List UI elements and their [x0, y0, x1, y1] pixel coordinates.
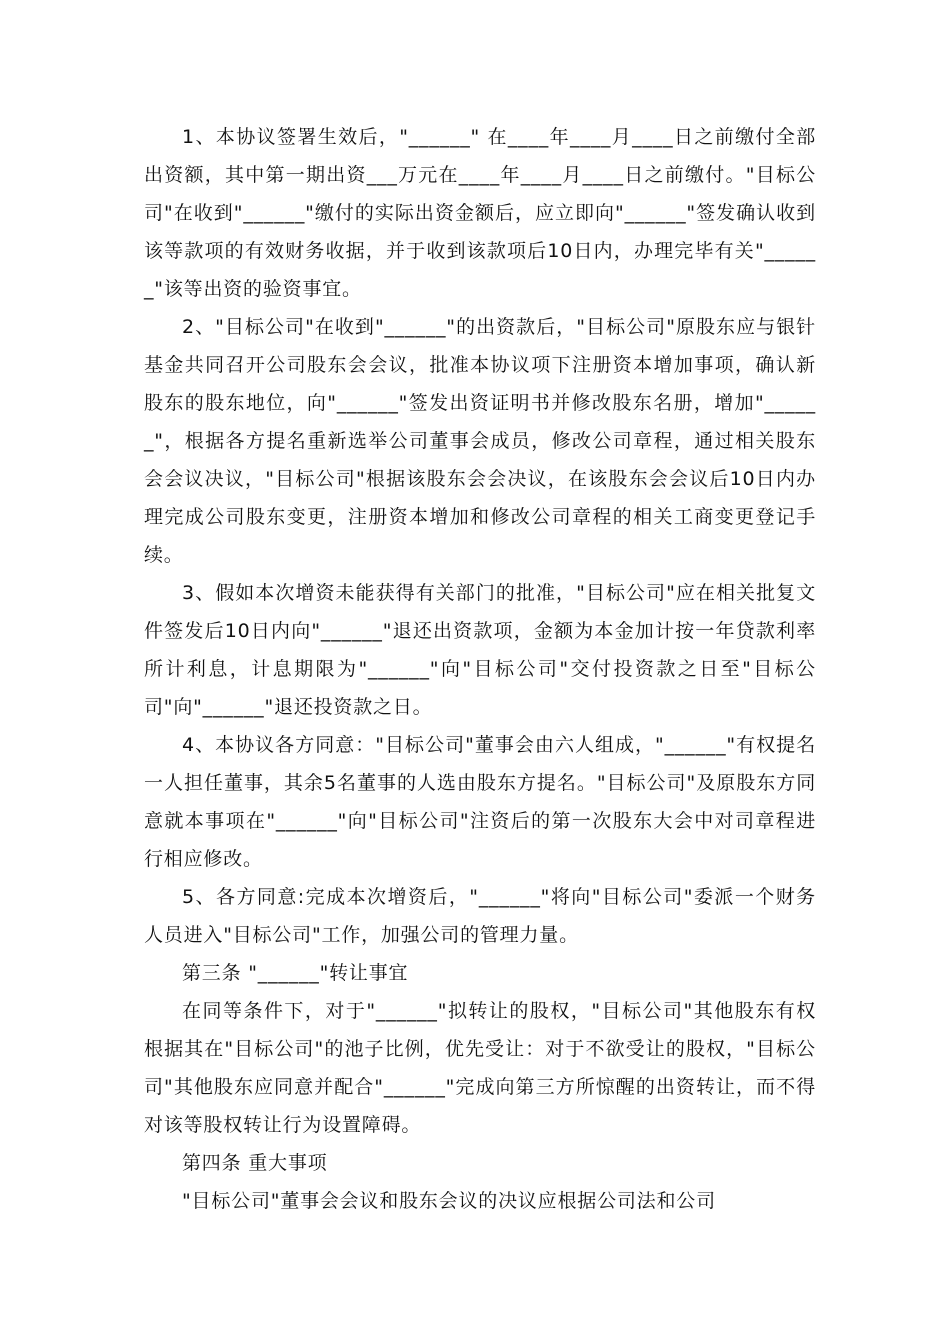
- clause-2-paragraph: 2、"目标公司"在收到"______"的出资款后，"目标公司"原股东应与银针基金共同召开公司股东会会议，批准本协议项下注册资本增加事项，确认新股东的股东地位，向"______"签发出资证明书并修改股东名册，增加"______"，根据各方提名重新选举公司董事会成员，修改公司章程，通过相关股东会会议决议，"目标公司"根据该股东会会决议，在该股东会会议后10日内办理完成公司股东变更，注册资本增加和修改公司章程的相关工商变更登记手续。: [144, 316, 816, 566]
- clause-1-paragraph: 1、本协议签署生效后，"______" 在____年____月____日之前缴付全部出资额，其中第一期出资___万元在____年____月____日之前缴付。"目标公司"在收到"______"缴付的实际出资金额后，应立即向"______"签发确认收到该等款项的有效财务收据，并于收到该款项后10日内，办理完毕有关"______"该等出资的验资事宜。: [144, 126, 816, 300]
- article-4-paragraph: "目标公司"董事会会议和股东会议的决议应根据公司法和公司: [182, 1190, 716, 1212]
- article-3-paragraph: 在同等条件下，对于"______"拟转让的股权，"目标公司"其他股东有权根据其在"目标公司"的池子比例，优先受让：对于不欲受让的股权，"目标公司"其他股东应同意并配合"______"完成向第三方所惊醒的出资转让，而不得对该等股权转让行为设置障碍。: [144, 1000, 816, 1136]
- article-3-heading: 第三条 "______"转让事宜: [182, 962, 409, 984]
- clause-4-paragraph: 4、本协议各方同意："目标公司"董事会由六人组成，"______"有权提名一人担任董事，其余5名董事的人选由股东方提名。"目标公司"及原股东方同意就本事项在"______"向"目标公司"注资后的第一次股东大会中对司章程进行相应修改。: [144, 734, 816, 870]
- document-page: [144, 118, 816, 1220]
- clause-5-paragraph: 5、各方同意:完成本次增资后，"______"将向"目标公司"委派一个财务人员进入"目标公司"工作，加强公司的管理力量。: [144, 886, 816, 946]
- article-4-heading: 第四条 重大事项: [182, 1152, 328, 1174]
- clause-3-paragraph: 3、假如本次增资未能获得有关部门的批准，"目标公司"应在相关批复文件签发后10日内向"______"退还出资款项，金额为本金加计按一年贷款利率所计利息，计息期限为"______"向"目标公司"交付投资款之日至"目标公司"向"______"退还投资款之日。: [144, 582, 816, 718]
